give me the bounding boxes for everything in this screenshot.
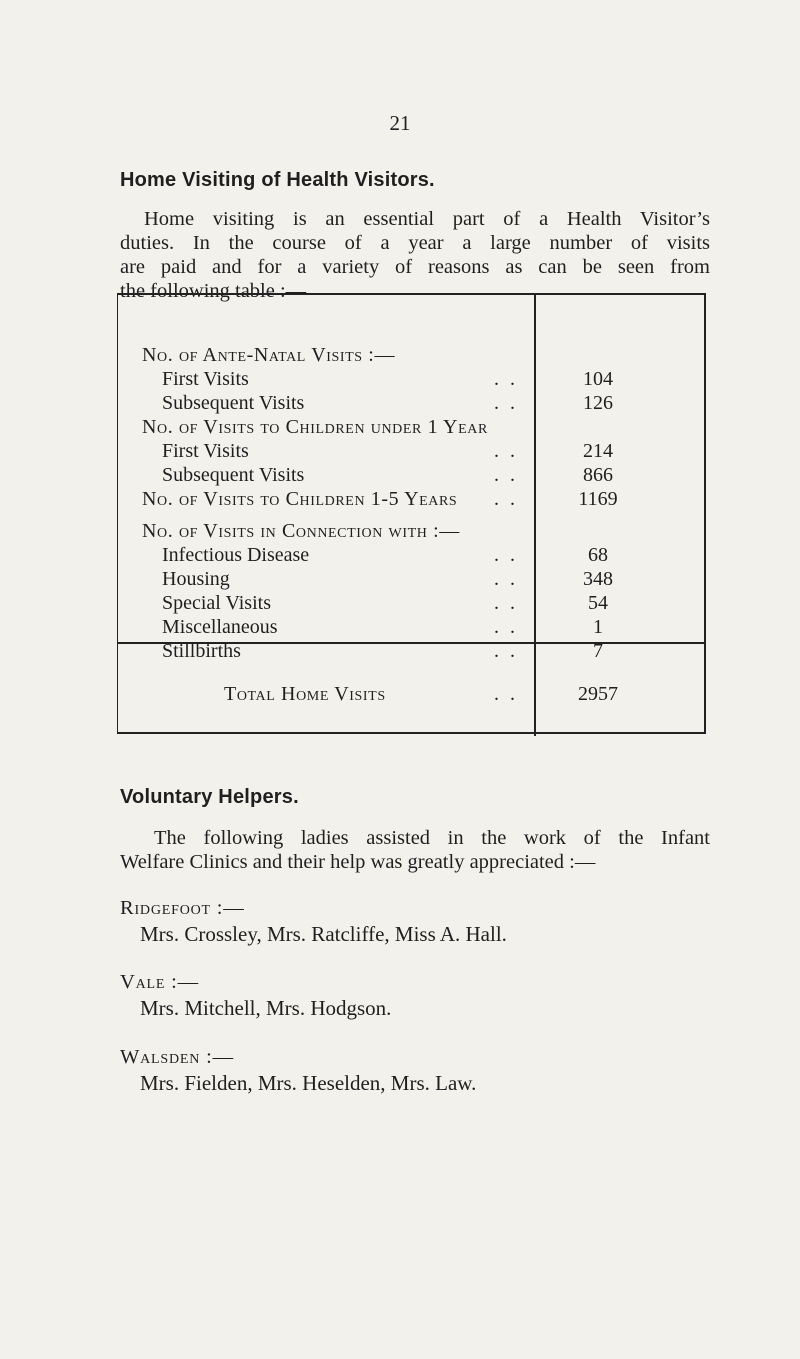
- group-label-vale: Vale :—: [120, 971, 199, 993]
- table-row: [118, 639, 705, 663]
- table-row-total: [118, 682, 705, 706]
- total-label: Total Home Visits: [224, 683, 386, 705]
- row-value: 866: [583, 464, 613, 486]
- group-label-ridgefoot: Ridgefoot :—: [120, 897, 245, 919]
- intro-paragraph: [120, 207, 710, 303]
- group-names-walsden: Mrs. Fielden, Mrs. Heselden, Mrs. Law.: [140, 1071, 477, 1095]
- group-label-walsden: Walsden :—: [120, 1046, 234, 1068]
- home-visits-table: [117, 293, 706, 734]
- leader-dots: . .: [494, 616, 518, 638]
- leader-dots: . .: [494, 368, 518, 390]
- row-value: 7: [593, 640, 603, 662]
- row-label: First Visits: [162, 368, 249, 390]
- row-label: No. of Visits to Children 1-5 Years: [142, 488, 458, 510]
- leader-dots: . .: [494, 568, 518, 590]
- table-row: [118, 591, 705, 615]
- intro-line: duties. In the course of a year a large number of visits: [120, 232, 710, 254]
- row-label: Miscellaneous: [162, 616, 278, 638]
- children-under1-header: No. of Visits to Children under 1 Year: [142, 416, 488, 438]
- row-label: Infectious Disease: [162, 544, 310, 566]
- leader-dots: . .: [494, 392, 518, 414]
- table-row: [118, 367, 705, 391]
- table-row: [118, 519, 705, 543]
- row-label: Housing: [162, 568, 230, 590]
- row-value: 1: [593, 616, 603, 638]
- row-value: 104: [583, 368, 613, 390]
- intro-line: the following table :—: [120, 280, 307, 302]
- leader-dots: . .: [494, 683, 518, 705]
- page-number: 21: [389, 111, 411, 135]
- table-row: [118, 415, 705, 439]
- table-row: [118, 391, 705, 415]
- row-value: 214: [583, 440, 613, 462]
- table-row: [118, 615, 705, 639]
- row-label: Special Visits: [162, 592, 271, 614]
- helpers-line: The following ladies assisted in the work of the Infant: [154, 827, 710, 849]
- row-label: Stillbirths: [162, 640, 241, 662]
- group-names-ridgefoot: Mrs. Crossley, Mrs. Ratcliffe, Miss A. Hall.: [140, 922, 507, 946]
- table-row: [118, 343, 705, 367]
- leader-dots: . .: [494, 640, 518, 662]
- row-value: 1169: [578, 488, 618, 510]
- row-label: Subsequent Visits: [162, 464, 305, 486]
- table-row: [118, 567, 705, 591]
- group-names-vale: Mrs. Mitchell, Mrs. Hodgson.: [140, 996, 392, 1020]
- leader-dots: . .: [494, 544, 518, 566]
- antenatal-header: No. of Ante-Natal Visits :—: [142, 344, 396, 366]
- row-value: 348: [583, 568, 613, 590]
- leader-dots: . .: [494, 440, 518, 462]
- table-row: [118, 463, 705, 487]
- section-heading-home-visiting: Home Visiting of Health Visitors.: [120, 169, 435, 191]
- row-label: First Visits: [162, 440, 249, 462]
- leader-dots: . .: [494, 592, 518, 614]
- section-heading-voluntary-helpers: Voluntary Helpers.: [120, 786, 299, 808]
- leader-dots: . .: [494, 488, 518, 510]
- intro-line: are paid and for a variety of reasons as can be seen from: [120, 256, 710, 278]
- row-value: 54: [588, 592, 608, 614]
- table-row: [118, 439, 705, 463]
- table-row: [118, 487, 705, 511]
- connection-header: No. of Visits in Connection with :—: [142, 520, 460, 542]
- helpers-paragraph: [120, 826, 710, 874]
- intro-line: Home visiting is an essential part of a Health Visitor’s: [144, 208, 710, 230]
- row-value: 68: [588, 544, 608, 566]
- table-row: [118, 543, 705, 567]
- total-value: 2957: [578, 683, 618, 705]
- row-value: 126: [583, 392, 613, 414]
- leader-dots: . .: [494, 464, 518, 486]
- helpers-line: Welfare Clinics and their help was greatly appreciated :—: [120, 851, 596, 873]
- row-label: Subsequent Visits: [162, 392, 305, 414]
